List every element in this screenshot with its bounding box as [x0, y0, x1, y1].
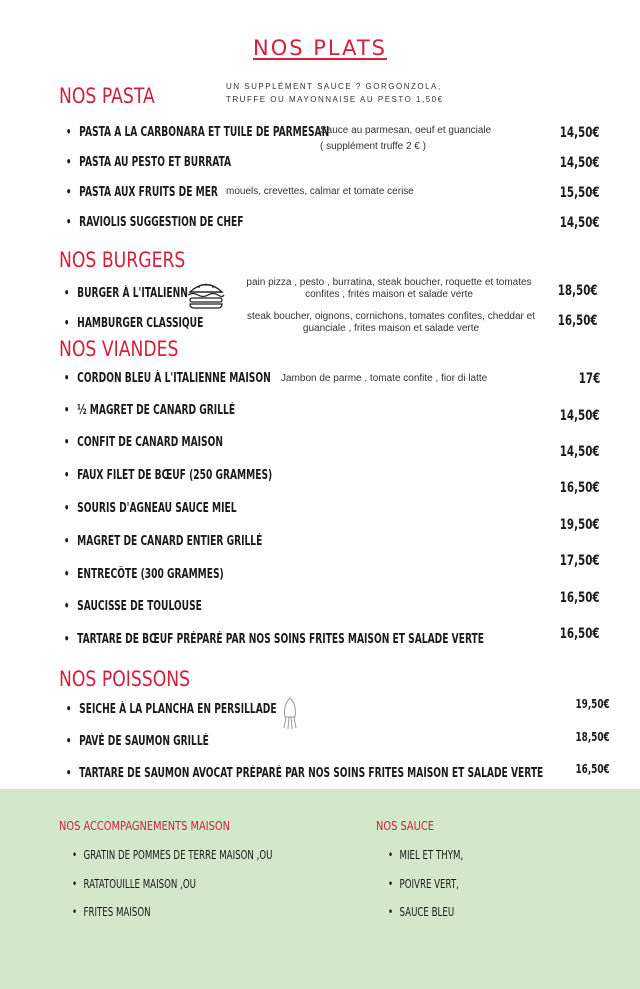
menu-item-name: • PAVÉ DE SAUMON GRILLÉ [66, 734, 209, 749]
squid-icon [282, 697, 298, 735]
menu-item-name: • SOURIS D'AGNEAU SAUCE MIEL [64, 501, 237, 516]
menu-item-name: • SEICHE À LA PLANCHA EN PERSILLADE [66, 702, 277, 717]
menu-item-name: • ½ MAGRET DE CANARD GRILLÉ [64, 403, 235, 418]
menu-item-price: 17€ [578, 371, 600, 387]
sauces-heading: NOS SAUCE [376, 819, 434, 833]
section-heading-viandes: NOS VIANDES [59, 337, 179, 361]
list-item: • POIVRE VERT, [388, 877, 459, 891]
menu-item-price: 16,50€ [560, 590, 600, 606]
menu-item-name: • RAVIOLIS SUGGESTION DE CHEF [66, 215, 243, 230]
menu-item-name: • HAMBURGER CLASSIQUE [64, 316, 203, 331]
menu-item-price: 18,50€ [575, 730, 610, 744]
menu-item-price: 16,50€ [560, 626, 600, 642]
list-item: • GRATIN DE POMMES DE TERRE MAISON ,OU [72, 848, 272, 862]
accompagnements-heading: NOS ACCOMPAGNEMENTS MAISON [59, 819, 231, 833]
menu-item-name: • PASTA AU PESTO ET BURRATA [66, 155, 231, 170]
menu-item-price: 16,50€ [558, 313, 598, 329]
menu-item-name: • PASTA A LA CARBONARA ET TUILE DE PARMESAN [66, 125, 329, 140]
page-title: NOS PLATS [253, 36, 387, 60]
pasta-supplement-note [226, 80, 444, 106]
menu-item-name: • ENTRECÔTE (300 GRAMMES) [64, 567, 224, 582]
menu-item-price: 14,50€ [560, 125, 600, 141]
menu-item-price: 19,50€ [560, 517, 600, 533]
section-heading-burgers: NOS BURGERS [59, 248, 186, 272]
menu-item-desc: Jambon de parme , tomate confite , fior di latte [281, 373, 488, 384]
menu-item-price: 16,50€ [575, 762, 610, 776]
menu-item-name: • SAUCISSE DE TOULOUSE [64, 599, 202, 614]
menu-item-name: • PASTA AUX FRUITS DE MER [66, 185, 218, 200]
menu-item-name: • MAGRET DE CANARD ENTIER GRILLÉ [64, 534, 262, 549]
menu-item-price: 15,50€ [560, 185, 600, 201]
menu-item-desc: steak boucher, oignons, cornichons, tomates confites, cheddar et guanciale , frites maison et salade verte [247, 311, 535, 334]
menu-item-price: 16,50€ [560, 480, 600, 496]
section-heading-pasta: NOS PASTA [59, 84, 155, 108]
menu-item-desc: Sauce au parmesan, oeuf et guanciale [320, 125, 492, 136]
menu-item-price: 19,50€ [575, 697, 610, 711]
section-heading-poissons: NOS POISSONS [59, 667, 191, 691]
note-line: UN SUPPLÉMENT SAUCE ? GORGONZOLA, [226, 82, 442, 91]
menu-item-price: 18,50€ [558, 283, 598, 299]
list-item: • RATATOUILLE MAISON ,OU [72, 877, 196, 891]
menu-item-desc: pain pizza , pesto , burratina, steak boucher, roquette et tomates confites , frites maison et salade verte [246, 277, 532, 300]
menu-item-name: • TARTARE DE BŒUF PRÉPARÉ PAR NOS SOINS FRITES MAISON ET SALADE VERTE [64, 632, 484, 647]
menu-item-name: • CONFIT DE CANARD MAISON [64, 435, 223, 450]
menu-item-price: 14,50€ [560, 408, 600, 424]
menu-item-name: • CORDON BLEU À L'ITALIENNE MAISON [64, 371, 271, 386]
menu-item-price: 14,50€ [560, 444, 600, 460]
note-line: TRUFFE OU MAYONNAISE AU PESTO 1,50€ [226, 95, 444, 104]
list-item: • MIEL ET THYM, [388, 848, 463, 862]
menu-item-desc: ( supplément truffe 2 € ) [320, 141, 426, 152]
menu-item-name: • BURGER À L'ITALIENN [64, 286, 188, 301]
menu-item-price: 14,50€ [560, 155, 600, 171]
burger-icon [185, 279, 227, 313]
menu-item-name: • TARTARE DE SAUMON AVOCAT PRÉPARÉ PAR NOS SOINS FRITES MAISON ET SALADE VERTE [66, 766, 543, 781]
menu-item-desc: mouels, crevettes, calmar et tomate cerise [226, 186, 414, 197]
menu-item-price: 14,50€ [560, 215, 600, 231]
menu-item-name: • FAUX FILET DE BŒUF (250 GRAMMES) [64, 468, 272, 483]
list-item: • FRITES MAISON [72, 905, 151, 919]
list-item: • SAUCE BLEU [388, 905, 454, 919]
menu-item-price: 17,50€ [560, 553, 600, 569]
